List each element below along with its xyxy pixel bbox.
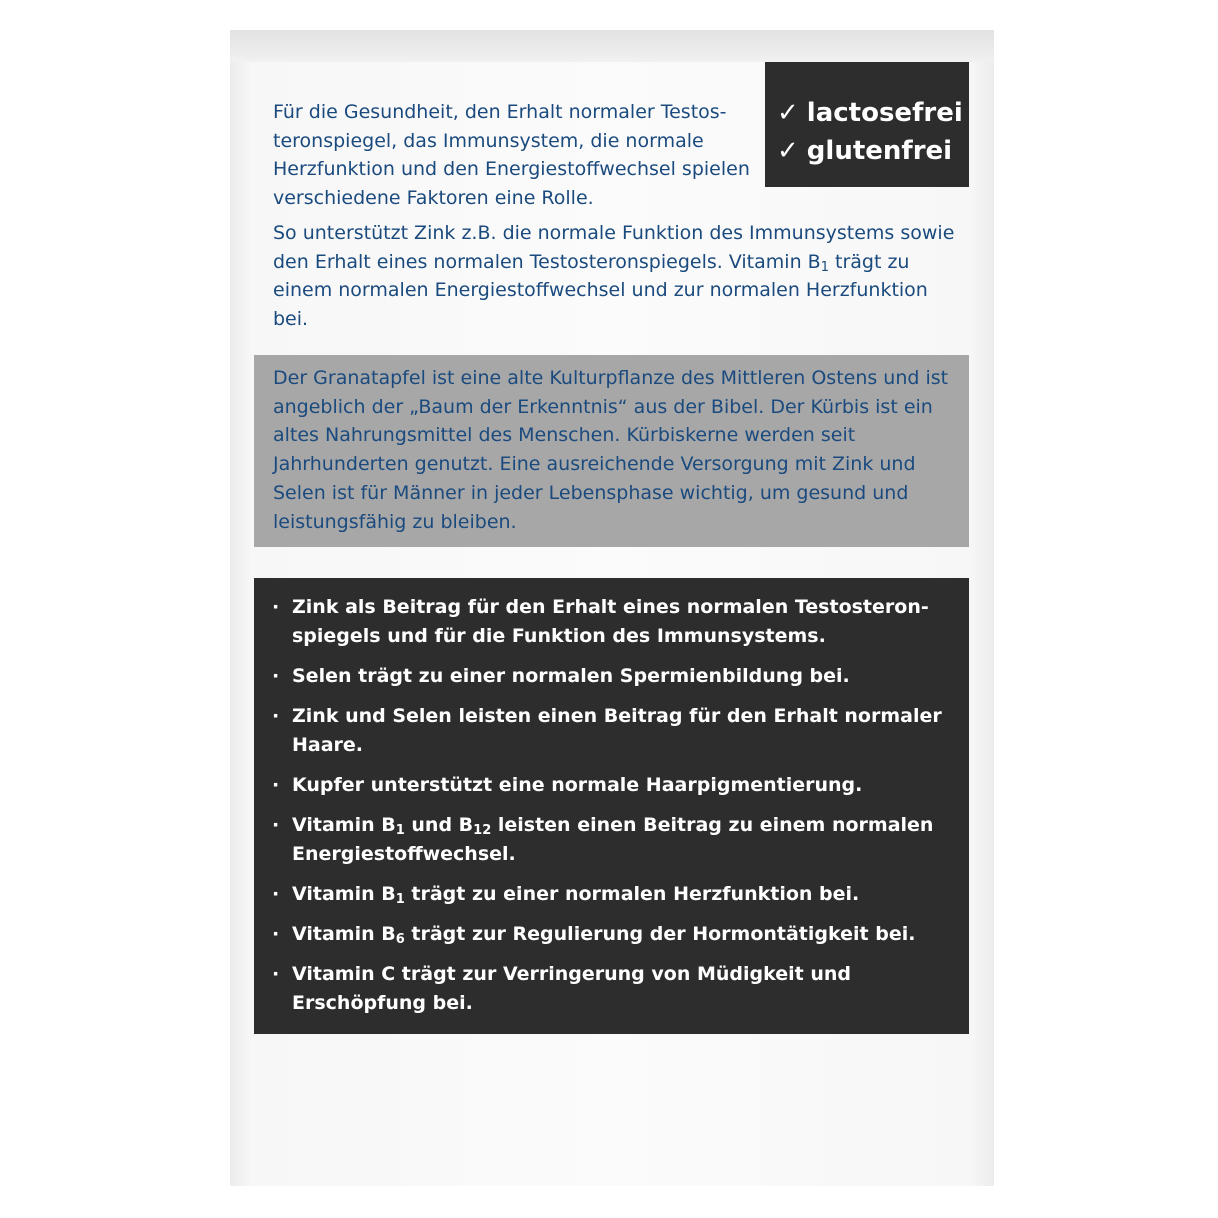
intro-paragraph: Für die Gesundheit, den Erhalt normaler Testos-teronspiegel, das Immunsystem, die normale Herzfunktion und den Energiestoffwechsel spielen verschiedene Faktoren eine Rolle. [273, 101, 750, 210]
package-top-flap [230, 30, 994, 62]
bullet-icon: · [272, 665, 280, 687]
claim-item: · Zink und Selen leisten einen Beitrag für den Erhalt normaler Haare. [272, 702, 951, 760]
health-claims-list [272, 593, 951, 1018]
free-from-badge [765, 62, 969, 187]
info-panel [254, 355, 969, 547]
claim-item: · Vitamin $B_1$ und $B_{12}$ leisten einen Beitrag zu einem normalen Energiestoffwechsel. [272, 811, 951, 869]
bullet-icon: · [272, 596, 280, 618]
bullet-icon: · [272, 774, 280, 796]
lactose-free-label: ✓ lactosefrei [777, 94, 969, 132]
zinc-vitamin-paragraph: So unterstützt Zink z.B. die normale Funktion des Immunsystems sowie den Erhalt eines normalen Testosteronspiegels. Vitamin $B_1$ trägt zu einem normalen Energiestoffwechsel und zur normalen Herzfunktion bei. [273, 222, 955, 331]
bullet-icon: · [272, 705, 280, 727]
bullet-icon: · [272, 963, 280, 985]
info-panel-text: Der Granatapfel ist eine alte Kulturpflanze des Mittleren Ostens und ist angeblich der „Baum der Erkenntnis“ aus der Bibel. Der Kürbis ist ein altes Nahrungsmittel des Menschen. Kürbiskerne werden seit Jahrhunderten genutzt. Eine ausreichende Versorgung mit Zink und Selen ist für Männer in jeder Lebensphase wichtig, um gesund und leistungsfähig zu bleiben. [273, 367, 949, 533]
claim-item: · Zink als Beitrag für den Erhalt eines normalen Testosteron-spiegels und für die Funktion des Immunsystems. [272, 593, 951, 651]
claim-item: · Vitamin $B_1$ trägt zu einer normalen Herzfunktion bei. [272, 880, 951, 909]
claim-item: · Vitamin $B_6$ trägt zur Regulierung der Hormontätigkeit bei. [272, 920, 951, 949]
bullet-icon: · [272, 883, 280, 905]
health-claims-panel [254, 578, 969, 1034]
claim-item: · Kupfer unterstützt eine normale Haarpigmentierung. [272, 771, 951, 800]
gluten-free-label: ✓ glutenfrei [777, 132, 969, 170]
check-icon: ✓ [777, 98, 799, 128]
bullet-icon: · [272, 814, 280, 836]
claim-item: · Selen trägt zu einer normalen Spermienbildung bei. [272, 662, 951, 691]
bullet-icon: · [272, 923, 280, 945]
check-icon: ✓ [777, 136, 799, 166]
claim-item: · Vitamin C trägt zur Verringerung von Müdigkeit und Erschöpfung bei. [272, 960, 951, 1018]
